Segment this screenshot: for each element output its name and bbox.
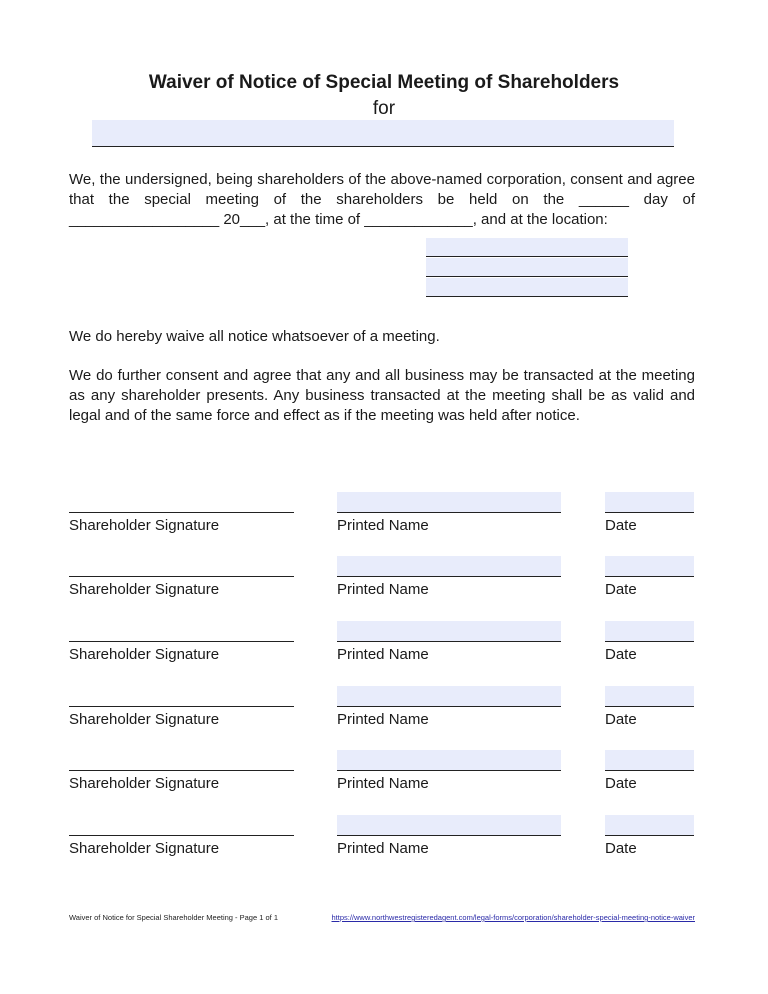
printed-name-field[interactable] — [337, 556, 561, 577]
date-field[interactable] — [605, 815, 694, 836]
location-field-3[interactable] — [426, 278, 628, 297]
date-label: Date — [605, 711, 637, 728]
date-label: Date — [605, 581, 637, 598]
signature-label: Shareholder Signature — [69, 517, 220, 534]
corporation-name-field[interactable] — [92, 120, 674, 147]
signature-label: Shareholder Signature — [69, 775, 220, 792]
printed-name-label: Printed Name — [337, 711, 429, 728]
printed-name-label: Printed Name — [337, 840, 429, 857]
printed-name-field[interactable] — [337, 492, 561, 513]
date-label: Date — [605, 840, 637, 857]
footer-page-info: Waiver of Notice for Special Shareholder Meeting - Page 1 of 1 — [69, 913, 278, 922]
signature-label: Shareholder Signature — [69, 840, 220, 857]
printed-name-field[interactable] — [337, 815, 561, 836]
signature-line[interactable] — [69, 815, 294, 836]
signature-row — [0, 750, 768, 800]
location-field-1[interactable] — [426, 238, 628, 257]
signature-line[interactable] — [69, 686, 294, 707]
signature-label: Shareholder Signature — [69, 581, 220, 598]
document-title: Waiver of Notice of Special Meeting of Shareholders — [148, 72, 620, 93]
waiver-paragraph: We do hereby waive all notice whatsoever of a meeting. — [69, 328, 440, 345]
printed-name-field[interactable] — [337, 686, 561, 707]
date-field[interactable] — [605, 556, 694, 577]
signature-row — [0, 621, 768, 671]
date-field[interactable] — [605, 621, 694, 642]
footer-link[interactable]: https://www.northwestregisteredagent.com/legal-forms/corporation/shareholder-special-meeting-notice-waiver — [331, 913, 695, 922]
printed-name-field[interactable] — [337, 621, 561, 642]
date-label: Date — [605, 775, 637, 792]
printed-name-label: Printed Name — [337, 646, 429, 663]
printed-name-label: Printed Name — [337, 517, 429, 534]
signature-label: Shareholder Signature — [69, 711, 220, 728]
signature-line[interactable] — [69, 750, 294, 771]
date-label: Date — [605, 646, 637, 663]
signature-row — [0, 686, 768, 736]
printed-name-field[interactable] — [337, 750, 561, 771]
date-field[interactable] — [605, 750, 694, 771]
printed-name-label: Printed Name — [337, 581, 429, 598]
signature-row — [0, 556, 768, 606]
signature-row — [0, 815, 768, 865]
date-label: Date — [605, 517, 637, 534]
document-subtitle: for — [372, 98, 396, 119]
signature-line[interactable] — [69, 556, 294, 577]
date-field[interactable] — [605, 686, 694, 707]
business-paragraph: We do further consent and agree that any and all business may be transacted at the meeting as any shareholder presents. Any business transacted at the meeting shall be as valid and legal and of the same force and effect as if the meeting was held after notice. — [69, 367, 695, 424]
location-field-2[interactable] — [426, 258, 628, 277]
signature-line[interactable] — [69, 621, 294, 642]
date-field[interactable] — [605, 492, 694, 513]
printed-name-label: Printed Name — [337, 775, 429, 792]
consent-paragraph: We, the undersigned, being shareholders of the above-named corporation, consent and agree that the special meeting of the shareholders be held on the ______ day of __________________ 20___, at the time of _____________, and at the location: — [69, 171, 695, 228]
signature-label: Shareholder Signature — [69, 646, 220, 663]
signature-row — [0, 492, 768, 542]
signature-line[interactable] — [69, 492, 294, 513]
